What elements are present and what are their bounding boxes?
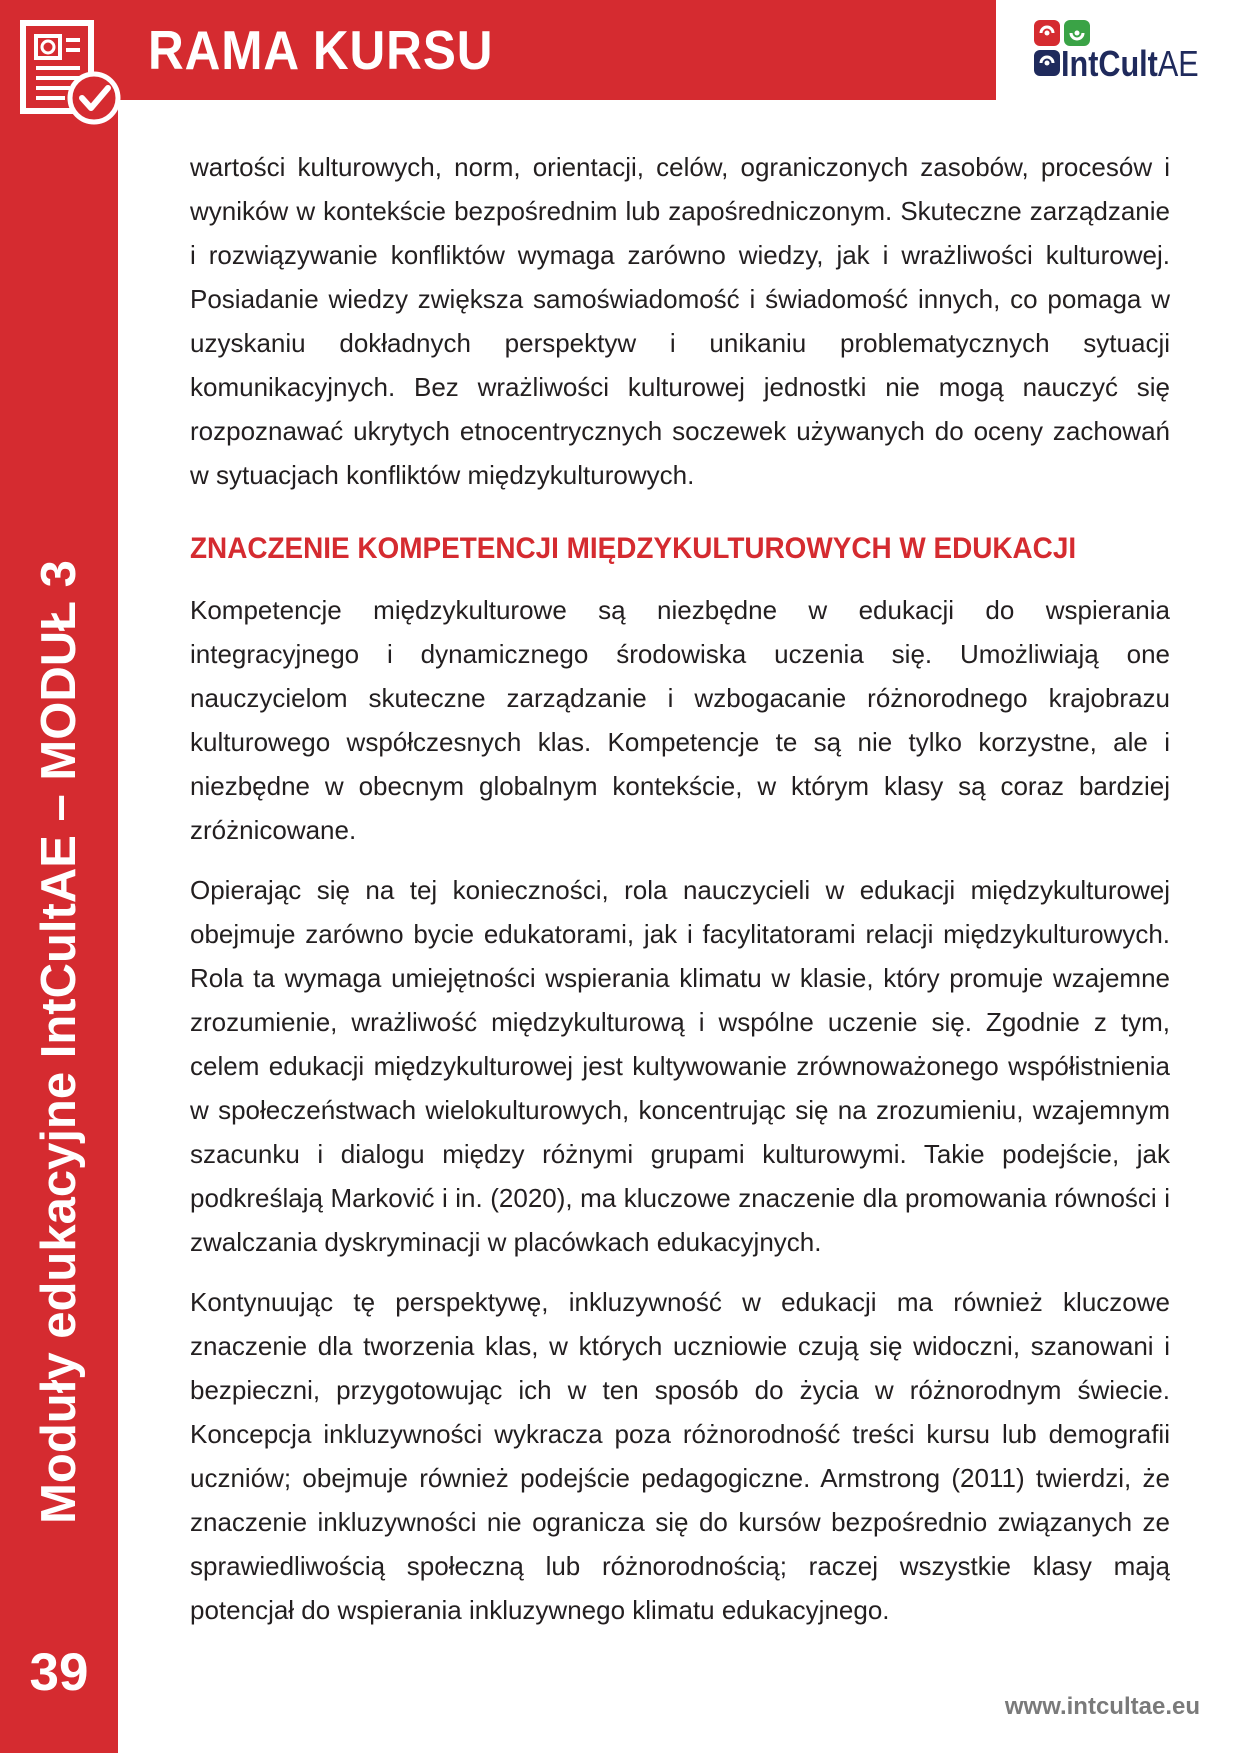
page-number: 39 (29, 1643, 89, 1702)
section-heading: ZNACZENIE KOMPETENCJI MIĘDZYKULTUROWYCH W EDUKACJI (190, 532, 1077, 565)
paragraph: Kontynuując tę perspektywę, inkluzywność w edukacji ma również kluczowe znaczenie dla tworzenia klas, w których uczniowie czują się widoczni, szanowani i bezpieczni, przygotowując ich w ten sposób do życia w różnorodnym świecie. Koncepcja inkluzywności wykracza poza różnorodność treści kursu lub demografii uczniów; obejmuje również podejście pedagogiczne. Armstrong (2011) twierdzi, że znaczenie inkluzywności nie ogranicza się do kursów bezpośrednio związanych ze sprawiedliwością społeczną lub różnorodnością; raczej wszystkie klasy mają potencjał do wspierania inkluzywnego klimatu edukacyjnego. (190, 1287, 1170, 1625)
logo-name-bold: IntCult (1061, 43, 1158, 84)
footer-url: www.intcultae.eu (1004, 1693, 1200, 1720)
paragraph: Opierając się na tej konieczności, rola nauczycieli w edukacji międzykulturowej obejmuje zarówno bycie edukatorami, jak i facylitatorami relacji międzykulturowych. Rola ta wymaga umiejętności wspierania klimatu w klasie, który promuje wzajemne zrozumienie, wrażliwość międzykulturową i wspólne uczenie się. Zgodnie z tym, celem edukacji międzykulturowej jest kultywowanie zrównoważonego współistnienia w społeczeństwach wielokulturowych, koncentrując się na zrozumieniu, wzajemnym szacunku i dialogu między różnymi grupami kulturowymi. Takie podejście, jak podkreślają Marković i in. (2020), ma kluczowe znaczenie dla promowania równości i zwalczania dyskryminacji w placówkach edukacyjnych. (190, 875, 1170, 1257)
paragraph: Kompetencje międzykulturowe są niezbędne w edukacji do wspierania integracyjnego i dynamicznego środowiska uczenia się. Umożliwiają one nauczycielom skuteczne zarządzanie i wzbogacanie różnorodnego krajobrazu kulturowego współczesnych klas. Kompetencje te są nie tylko korzystne, ale i niezbędne w obecnym globalnym kontekście, w którym klasy są coraz bardziej zróżnicowane. (190, 595, 1170, 845)
document-checkmark-icon (20, 20, 122, 132)
page-title: RAMA KURSU (148, 19, 494, 81)
paragraph: wartości kulturowych, norm, orientacji, celów, ograniczonych zasobów, procesów i wyników w kontekście bezpośrednim lub zapośredniczonym. Skuteczne zarządzanie i rozwiązywanie konfliktów wymaga zarówno wiedzy, jak i wrażliwości kulturowej. Posiadanie wiedzy zwiększa samoświadomość i świadomość innych, co pomaga w uzyskaniu dokładnych perspektyw i unikaniu problematycznych sytuacji komunikacyjnych. Bez wrażliwości kulturowej jednostki nie mogą nauczyć się rozpoznawać ukrytych etnocentrycznych soczewek używanych do oceny zachowań w sytuacjach konfliktów międzykulturowych. (190, 152, 1170, 490)
sidebar-vertical-title: Moduły edukacyjne IntCultAE – MODUŁ 3 (32, 560, 86, 1524)
logo-wordmark (1061, 43, 1199, 84)
logo-name-light: AE (1157, 43, 1199, 84)
main-content (190, 145, 1170, 1648)
